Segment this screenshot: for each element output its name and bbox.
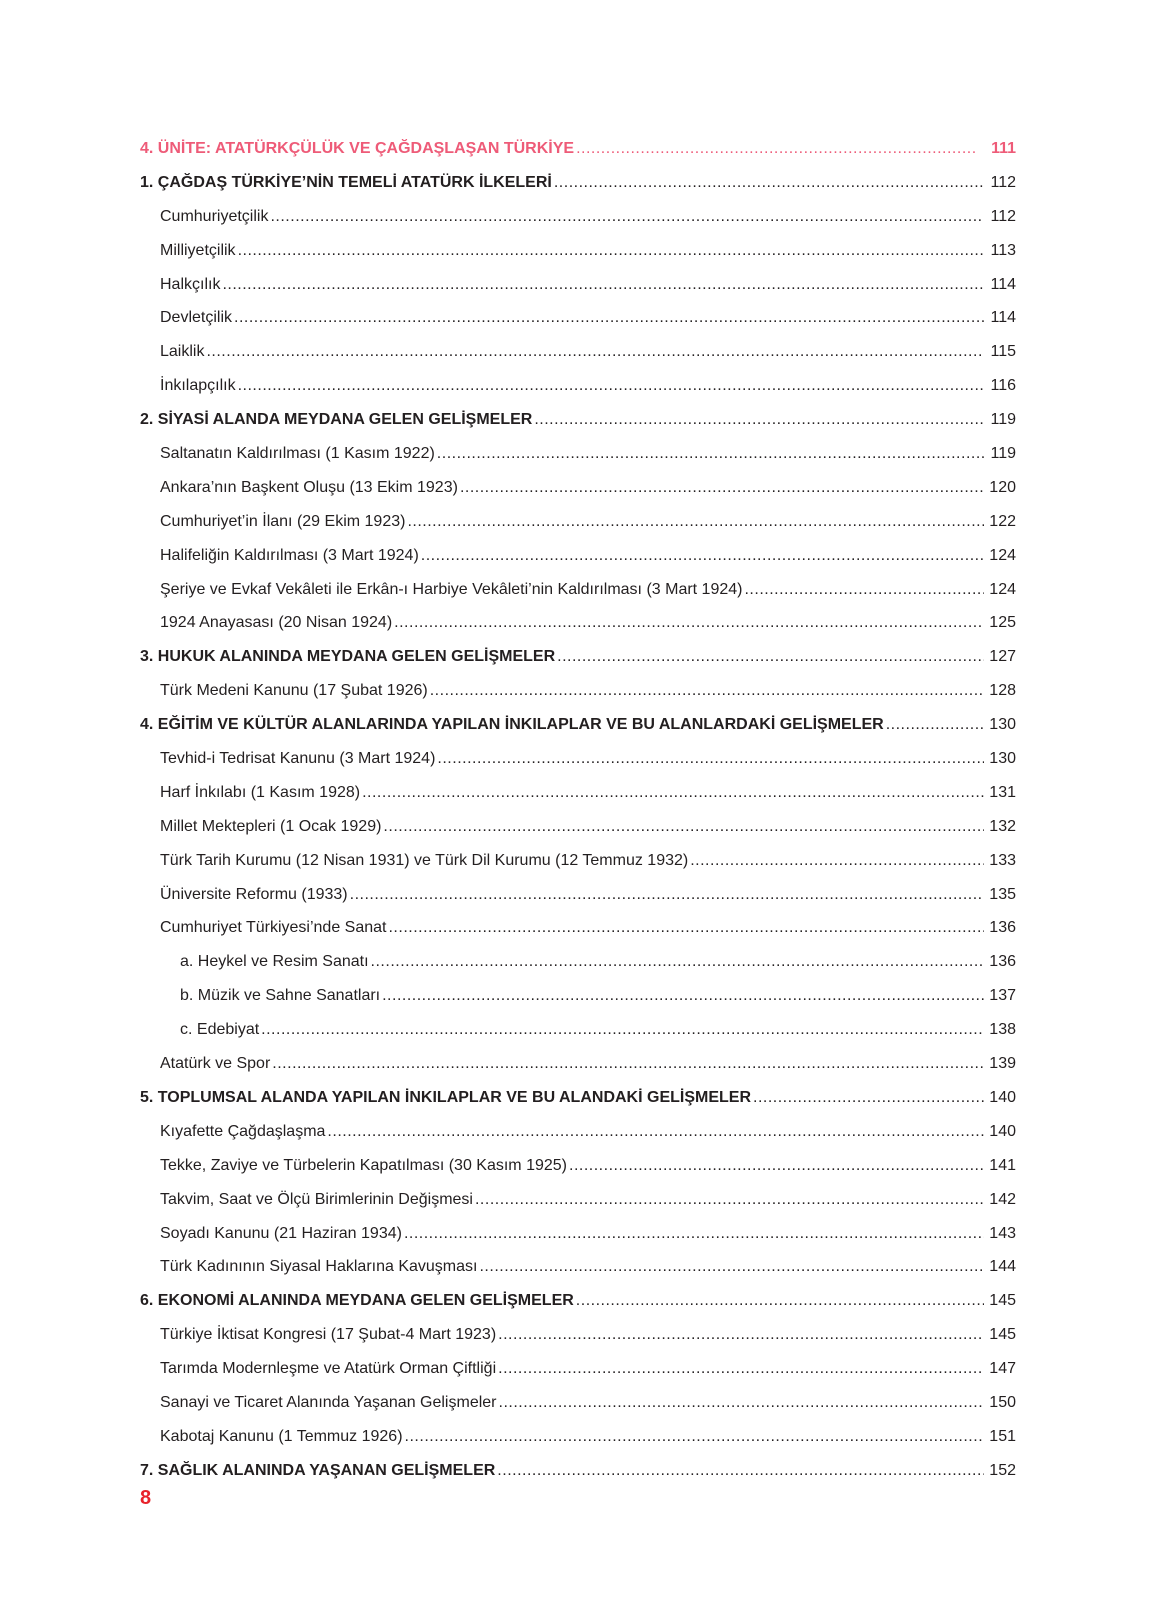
toc-entry-title: Türk Tarih Kurumu (12 Nisan 1931) ve Türk Dil Kurumu (12 Temmuz 1932)	[160, 851, 689, 869]
toc-entry-title: Millet Mektepleri (1 Ocak 1929)	[160, 817, 382, 835]
dot-leader	[498, 1318, 984, 1352]
toc-entry	[140, 268, 1016, 302]
toc-entry-title: Üniversite Reformu (1933)	[160, 885, 348, 903]
toc-entry-page: 152	[989, 1461, 1016, 1479]
toc-entry	[140, 945, 1016, 979]
toc-entry	[140, 1420, 1016, 1454]
toc-entry-title: Tekke, Zaviye ve Türbelerin Kapatılması (30 Kasım 1925)	[160, 1156, 567, 1174]
toc-entry-page: 140	[989, 1088, 1016, 1106]
toc-entry-title: 7. SAĞLIK ALANINDA YAŞANAN GELİŞMELER	[140, 1461, 496, 1479]
toc-entry-page: 130	[989, 716, 1016, 734]
toc-entry	[140, 200, 1016, 234]
toc-entry-page: 136	[989, 919, 1016, 937]
dot-leader	[690, 844, 984, 878]
toc-entry-page: 112	[990, 173, 1016, 191]
toc-entry	[140, 1115, 1016, 1149]
dot-leader	[371, 945, 984, 979]
dot-leader	[753, 1081, 984, 1115]
toc-entry-page: 119	[990, 411, 1016, 429]
dot-leader	[405, 1420, 984, 1454]
toc-entry-title: Harf İnkılabı (1 Kasım 1928)	[160, 783, 361, 801]
toc-entry-page: 131	[989, 783, 1016, 801]
toc-entry-title: Devletçilik	[160, 309, 233, 327]
toc-entry-page: 145	[989, 1326, 1016, 1344]
toc-entry-title: Halkçılık	[160, 275, 221, 293]
toc-entry-page: 113	[990, 241, 1016, 259]
toc-entry-title: Şeriye ve Evkaf Vekâleti ile Erkân-ı Harbiye Vekâleti’nin Kaldırılması (3 Mart 1924)	[160, 580, 743, 598]
dot-leader	[497, 1454, 984, 1488]
table-of-contents	[140, 132, 1016, 1488]
dot-leader	[554, 166, 984, 200]
page-number: 8	[140, 1487, 152, 1509]
toc-entry-title: Türk Medeni Kanunu (17 Şubat 1926)	[160, 682, 428, 700]
toc-entry-title: Saltanatın Kaldırılması (1 Kasım 1922)	[160, 445, 435, 463]
toc-entry-page: 147	[989, 1360, 1016, 1378]
dot-leader	[261, 1013, 984, 1047]
toc-entry	[140, 437, 1016, 471]
dot-leader	[238, 369, 984, 403]
toc-entry-title: Ankara’nın Başkent Oluşu (13 Ekim 1923)	[160, 478, 458, 496]
dot-leader	[407, 505, 984, 539]
toc-entry	[140, 606, 1016, 640]
toc-entry-title: 5. TOPLUMSAL ALANDA YAPILAN İNKILAPLAR VE BU ALANDAKİ GELİŞMELER	[140, 1088, 751, 1106]
toc-entry	[140, 1047, 1016, 1081]
dot-leader	[744, 573, 984, 607]
toc-entry-title: Atatürk ve Spor	[160, 1055, 271, 1073]
dot-leader	[382, 979, 984, 1013]
dot-leader	[388, 911, 984, 945]
toc-entry-page: 128	[989, 682, 1016, 700]
dot-leader	[404, 1217, 984, 1251]
toc-entry-page: 112	[990, 207, 1016, 225]
dot-leader	[383, 810, 984, 844]
toc-entry-page: 111	[991, 140, 1016, 157]
toc-entry	[140, 369, 1016, 403]
dot-leader	[270, 200, 984, 234]
toc-entry-title: Laiklik	[160, 343, 205, 361]
dot-leader	[479, 1250, 984, 1284]
section-heading	[140, 1454, 1016, 1488]
dot-leader	[557, 640, 984, 674]
toc-entry-title: Milliyetçilik	[160, 241, 236, 259]
section-heading	[140, 1081, 1016, 1115]
dot-leader	[475, 1183, 984, 1217]
dot-leader	[327, 1115, 984, 1149]
dot-leader	[272, 1047, 984, 1081]
toc-entry-page: 114	[990, 309, 1016, 327]
dot-leader	[238, 234, 984, 268]
toc-entry	[140, 878, 1016, 912]
toc-entry	[140, 505, 1016, 539]
unit-heading	[140, 132, 1016, 166]
toc-entry	[140, 1250, 1016, 1284]
dot-leader	[362, 776, 984, 810]
toc-entry-title: Türkiye İktisat Kongresi (17 Şubat-4 Mart 1923)	[160, 1326, 497, 1344]
toc-entry-page: 143	[989, 1224, 1016, 1242]
toc-entry-title: b. Müzik ve Sahne Sanatları	[180, 987, 381, 1005]
toc-entry	[140, 471, 1016, 505]
dot-leader	[534, 403, 984, 437]
toc-entry	[140, 810, 1016, 844]
toc-entry-title: 6. EKONOMİ ALANINDA MEYDANA GELEN GELİŞMELER	[140, 1292, 574, 1310]
dot-leader	[498, 1352, 984, 1386]
toc-entry-page: 127	[989, 648, 1016, 666]
toc-entry	[140, 979, 1016, 1013]
dot-leader	[499, 1386, 985, 1420]
toc-entry	[140, 234, 1016, 268]
toc-entry-title: Türk Kadınının Siyasal Haklarına Kavuşması	[160, 1258, 478, 1276]
toc-entry-page: 132	[989, 817, 1016, 835]
toc-entry	[140, 911, 1016, 945]
toc-entry-page: 115	[990, 343, 1016, 361]
toc-entry-page: 124	[989, 546, 1016, 564]
toc-entry	[140, 335, 1016, 369]
dot-leader	[421, 539, 984, 573]
toc-entry-page: 138	[989, 1021, 1016, 1039]
toc-entry-title: 2. SİYASİ ALANDA MEYDANA GELEN GELİŞMELER	[140, 411, 533, 429]
toc-entry-page: 140	[989, 1122, 1016, 1140]
toc-entry-title: 4. ÜNİTE: ATATÜRKÇÜLÜK VE ÇAĞDAŞLAŞAN TÜRKİYE	[140, 140, 575, 157]
toc-entry-title: Kıyafette Çağdaşlaşma	[160, 1122, 326, 1140]
toc-entry-page: 137	[989, 987, 1016, 1005]
toc-entry	[140, 844, 1016, 878]
dot-leader	[576, 132, 978, 166]
toc-entry-page: 135	[989, 885, 1016, 903]
toc-entry-page: 139	[989, 1055, 1016, 1073]
toc-entry	[140, 776, 1016, 810]
toc-entry	[140, 539, 1016, 573]
toc-entry-title: Cumhuriyet Türkiyesi’nde Sanat	[160, 919, 387, 937]
toc-entry-title: Soyadı Kanunu (21 Haziran 1934)	[160, 1224, 402, 1242]
toc-entry	[140, 1217, 1016, 1251]
dot-leader	[569, 1149, 984, 1183]
dot-leader	[437, 437, 984, 471]
toc-entry-page: 133	[989, 851, 1016, 869]
toc-entry-title: İnkılapçılık	[160, 377, 236, 395]
dot-leader	[430, 674, 984, 708]
toc-entry	[140, 1386, 1016, 1420]
toc-entry-title: a. Heykel ve Resim Sanatı	[180, 953, 369, 971]
toc-entry-title: c. Edebiyat	[180, 1021, 260, 1039]
toc-entry-title: 3. HUKUK ALANINDA MEYDANA GELEN GELİŞMELER	[140, 648, 556, 666]
toc-entry-title: 1. ÇAĞDAŞ TÜRKİYE’NİN TEMELİ ATATÜRK İLKELERİ	[140, 173, 552, 191]
toc-entry-page: 116	[990, 377, 1016, 395]
toc-entry-title: Tarımda Modernleşme ve Atatürk Orman Çiftliği	[160, 1360, 497, 1378]
toc-entry-page: 122	[989, 512, 1016, 530]
toc-entry-title: 4. EĞİTİM VE KÜLTÜR ALANLARINDA YAPILAN İNKILAPLAR VE BU ALANLARDAKİ GELİŞMELER	[140, 716, 884, 734]
toc-entry-page: 136	[989, 953, 1016, 971]
toc-entry-page: 130	[989, 750, 1016, 768]
dot-leader	[234, 301, 984, 335]
toc-entry-page: 120	[989, 478, 1016, 496]
dot-leader	[437, 742, 984, 776]
toc-entry-title: Tevhid-i Tedrisat Kanunu (3 Mart 1924)	[160, 750, 436, 768]
dot-leader	[460, 471, 984, 505]
toc-entry-page: 144	[989, 1258, 1016, 1276]
dot-leader	[394, 606, 984, 640]
section-heading	[140, 1284, 1016, 1318]
toc-entry	[140, 742, 1016, 776]
dot-leader	[576, 1284, 984, 1318]
toc-entry-page: 151	[989, 1427, 1016, 1445]
section-heading	[140, 403, 1016, 437]
toc-entry	[140, 1352, 1016, 1386]
dot-leader	[350, 878, 984, 912]
dot-leader	[886, 708, 984, 742]
toc-entry-title: Cumhuriyetçilik	[160, 207, 269, 225]
toc-entry	[140, 1183, 1016, 1217]
section-heading	[140, 708, 1016, 742]
toc-entry	[140, 1013, 1016, 1047]
toc-entry-title: Sanayi ve Ticaret Alanında Yaşanan Gelişmeler	[160, 1393, 497, 1411]
toc-entry	[140, 301, 1016, 335]
section-heading	[140, 166, 1016, 200]
toc-entry-page: 119	[990, 445, 1016, 463]
toc-entry	[140, 674, 1016, 708]
toc-entry-title: Takvim, Saat ve Ölçü Birimlerinin Değişmesi	[160, 1190, 473, 1208]
toc-entry-page: 114	[990, 275, 1016, 293]
toc-entry	[140, 1318, 1016, 1352]
toc-entry-page: 125	[989, 614, 1016, 632]
toc-entry-page: 142	[989, 1190, 1016, 1208]
toc-entry-title: Kabotaj Kanunu (1 Temmuz 1926)	[160, 1427, 403, 1445]
dot-leader	[222, 268, 984, 302]
toc-entry-page: 145	[989, 1292, 1016, 1310]
dot-leader	[206, 335, 984, 369]
section-heading	[140, 640, 1016, 674]
toc-entry-title: Cumhuriyet’in İlanı (29 Ekim 1923)	[160, 512, 406, 530]
toc-entry-title: 1924 Anayasası (20 Nisan 1924)	[160, 614, 393, 632]
toc-entry	[140, 1149, 1016, 1183]
toc-entry-title: Halifeliğin Kaldırılması (3 Mart 1924)	[160, 546, 419, 564]
toc-entry-page: 141	[989, 1156, 1016, 1174]
toc-entry	[140, 573, 1016, 607]
toc-entry-page: 150	[989, 1393, 1016, 1411]
toc-entry-page: 124	[989, 580, 1016, 598]
